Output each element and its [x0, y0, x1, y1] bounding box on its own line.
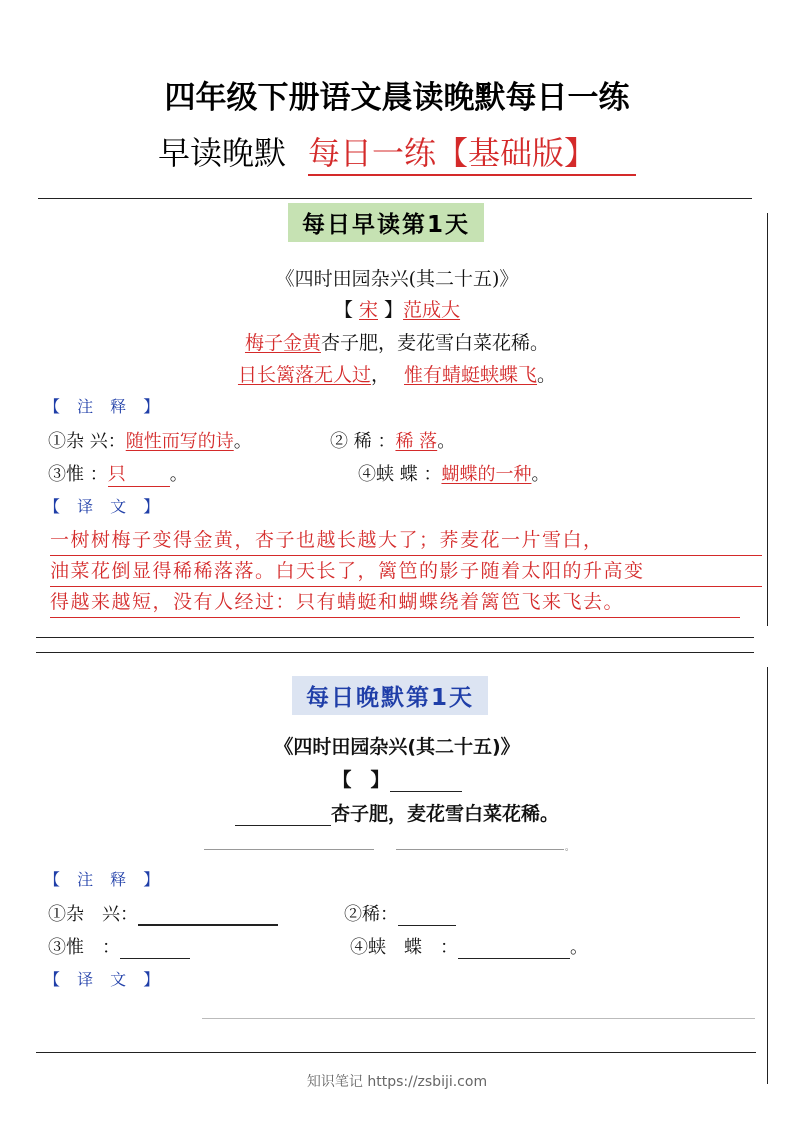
- morning-translation: [50, 525, 762, 618]
- evening-line2-blank-1[interactable]: [204, 849, 374, 850]
- divider-bottom: [36, 1052, 756, 1053]
- morning-poem-line-2: [0, 360, 794, 387]
- note1-end: 。: [233, 431, 252, 452]
- evening-note4-blank[interactable]: [458, 939, 570, 959]
- note1-answer: 随性而写的诗: [125, 431, 234, 452]
- evening-note1-colon: ：: [120, 904, 138, 925]
- evening-line2-end: 。: [565, 843, 575, 853]
- sub-title-red: 每日一练【基础版】: [308, 134, 636, 176]
- morning-line2-answer-1: 日长篱落无人过: [237, 364, 371, 386]
- evening-note-4: [350, 933, 588, 959]
- morning-author-line: 【 宋 】范成大: [333, 299, 461, 321]
- evening-note4-term: ④蛱 蝶 ：: [350, 937, 458, 958]
- note4-answer: 蝴蝶的一种: [441, 464, 532, 485]
- morning-line1-answer: 梅子金黄: [244, 332, 321, 354]
- morning-note-3: [48, 460, 188, 487]
- evening-note2-blank[interactable]: [398, 906, 456, 926]
- evening-note-1: [48, 900, 278, 926]
- morning-note-1: [48, 427, 252, 453]
- evening-note-2: [344, 900, 456, 926]
- evening-poem-title: 《四时田园杂兴(其二十五)》: [274, 736, 520, 758]
- morning-line2-comma: ，: [370, 364, 390, 386]
- evening-note1-term: ①杂 兴: [48, 904, 120, 925]
- morning-translation-label: 【 译 文 】: [44, 497, 166, 516]
- morning-note-2: [330, 427, 455, 453]
- note1-term: ①杂 兴：: [48, 431, 126, 452]
- evening-author-line: [0, 765, 794, 792]
- evening-day-label: 每日晚默第1天: [292, 676, 488, 715]
- note4-end: 。: [531, 464, 550, 485]
- note2-answer: 稀 落: [395, 431, 438, 452]
- evening-bracket: 【 】: [332, 769, 390, 791]
- morning-poem-line-1: [0, 328, 794, 355]
- evening-translation-label: 【 译 文 】: [44, 970, 166, 989]
- note2-term: ② 稀 ：: [330, 431, 396, 452]
- evening-note1-blank[interactable]: [138, 906, 278, 926]
- footer-watermark: 知识笔记 https://zsbiji.com: [306, 1074, 488, 1090]
- frame-right-bottom: [767, 667, 768, 1084]
- translation-line-2: 油菜花倒显得稀稀落落。白天长了，篱笆的影子随着太阳的升高变: [50, 556, 762, 587]
- divider-top: [38, 198, 752, 199]
- main-title: 四年级下册语文晨读晚默每日一练: [164, 80, 630, 116]
- evening-note3-blank[interactable]: [120, 939, 190, 959]
- evening-note4-end: 。: [570, 937, 588, 958]
- note3-end: 。: [169, 464, 188, 485]
- evening-line1-blank[interactable]: [235, 806, 331, 826]
- morning-line2-answer-2: 惟有蜻蜓蛱蝶飞: [404, 364, 538, 386]
- morning-dynasty: 宋: [358, 299, 378, 321]
- note3-answer: 只: [108, 460, 170, 487]
- evening-note2-term: ②稀：: [344, 904, 398, 925]
- evening-author-blank[interactable]: [390, 772, 462, 792]
- note4-term: ④蛱 蝶 ：: [358, 464, 442, 485]
- morning-note-4: [358, 460, 549, 486]
- morning-poem-title: 《四时田园杂兴(其二十五)》: [275, 268, 519, 290]
- morning-line2-end: 。: [537, 364, 557, 386]
- morning-author: 范成大: [403, 299, 461, 321]
- evening-note3-term: ③惟 ：: [48, 937, 120, 958]
- translation-line-1: 一树树梅子变得金黄，杏子也越长越大了；荞麦花一片雪白，: [50, 525, 762, 556]
- evening-line1-rest: 杏子肥，麦花雪白菜花稀。: [330, 803, 559, 825]
- evening-translation-blank[interactable]: [202, 1018, 755, 1019]
- sub-title: [0, 128, 794, 174]
- morning-line1-rest: 杏子肥，麦花雪白菜花稀。: [321, 332, 550, 354]
- evening-line2-blank-2[interactable]: [396, 849, 564, 850]
- divider-mid-2: [36, 652, 754, 653]
- evening-notes-label: 【 注 释 】: [44, 870, 166, 889]
- sub-title-black: 早读晚默: [157, 134, 286, 172]
- morning-day-label: 每日早读第1天: [288, 203, 484, 242]
- divider-mid-1: [36, 637, 754, 638]
- morning-notes-label: 【 注 释 】: [44, 397, 166, 416]
- note2-end: 。: [437, 431, 456, 452]
- evening-note-3: [48, 933, 190, 959]
- translation-line-3: 得越来越短，没有人经过：只有蜻蜓和蝴蝶绕着篱笆飞来飞去。: [50, 587, 740, 618]
- note3-term: ③惟 ：: [48, 464, 108, 485]
- evening-poem-line-1: [0, 799, 794, 826]
